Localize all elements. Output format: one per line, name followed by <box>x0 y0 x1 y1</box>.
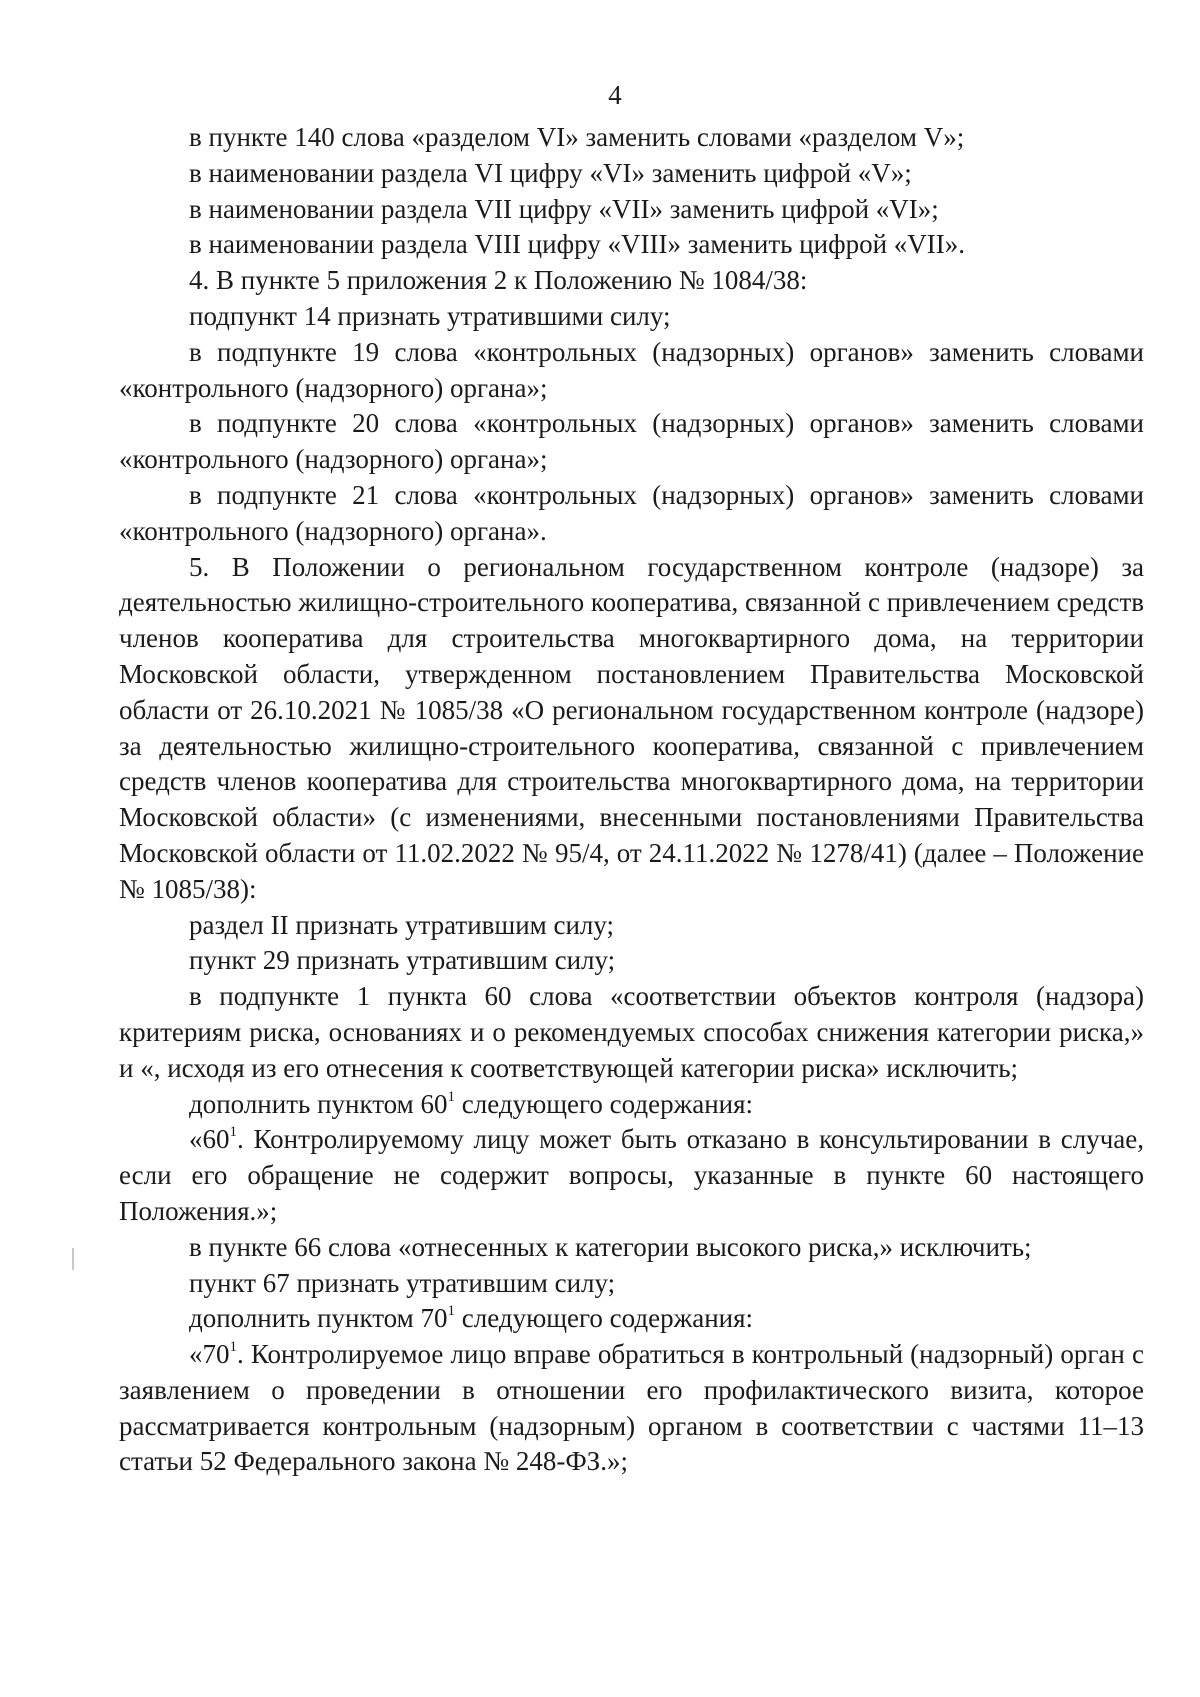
paragraph: пункт 67 признать утратившим силу; <box>189 1267 616 1298</box>
paragraph: подпункт 14 признать утратившими силу; <box>189 300 671 331</box>
paragraph: в подпункте 20 слова «контрольных (надзорных) органов» заменить словами «контрольного (надзорного) органа»; <box>119 408 1144 475</box>
paragraph-text: «60 <box>189 1124 230 1155</box>
scan-mark <box>72 1248 74 1270</box>
paragraph: в наименовании раздела VIII цифру «VIII» заменить цифрой «VII». <box>189 229 965 260</box>
paragraph: в подпункте 1 пункта 60 слова «соответствии объектов контроля (надзора) критериям риска, основаниях и о рекомендуемых способах снижения категории риска,» и «, исходя из его отнесения к соответствующей категории риска» исключить; <box>119 981 1144 1083</box>
paragraph-text: следующего содержания: <box>455 1088 754 1119</box>
paragraph: в пункте 140 слова «разделом VI» заменить словами «разделом V»; <box>189 122 965 152</box>
paragraph-text: . Контролируемому лицу может быть отказано в консультировании в случае, если его обращение не содержит вопросы, указанные в пункте 60 настоящего Положения.»; <box>119 1124 1144 1226</box>
paragraph: раздел II признать утратившим силу; <box>189 909 615 940</box>
document-body <box>119 120 1144 1480</box>
paragraph: в пункте 66 слова «отнесенных к категории высокого риска,» исключить; <box>189 1231 1032 1262</box>
paragraph <box>119 1122 1144 1229</box>
superscript: 1 <box>447 1088 455 1105</box>
paragraph: пункт 29 признать утратившим силу; <box>189 945 616 976</box>
paragraph-text: дополнить пунктом 70 <box>189 1303 448 1334</box>
paragraph <box>119 1301 1144 1337</box>
page-number: 4 <box>608 80 622 110</box>
superscript: 1 <box>447 1303 455 1320</box>
paragraph-text: следующего содержания: <box>455 1303 754 1334</box>
paragraph-text: дополнить пунктом 60 <box>189 1088 448 1119</box>
paragraph: 5. В Положении о региональном государственном контроле (надзоре) за деятельностью жилищно-строительного кооператива, связанной с привлечением средств членов кооператива для строительства многоквартирного дома, на территории Московской области, утвержденном постановлением Правительства Московской области от 26.10.2021 № 1085/38 «О региональном государственном контроле (надзоре) за деятельностью жилищно-строительного кооператива, связанной с привлечением средств членов кооператива для строительства многоквартирного дома, на территории Московской области» (с изменениями, внесенными постановлениями Правительства Московской области от 11.02.2022 № 95/4, от 24.11.2022 № 1278/41) (далее – Положение № 1085/38): <box>119 551 1144 904</box>
paragraph: в подпункте 19 слова «контрольных (надзорных) органов» заменить словами «контрольного (надзорного) органа»; <box>119 336 1144 403</box>
paragraph: в наименовании раздела VI цифру «VI» заменить цифрой «V»; <box>189 157 912 188</box>
paragraph: в наименовании раздела VII цифру «VII» заменить цифрой «VI»; <box>189 193 939 224</box>
paragraph: 4. В пункте 5 приложения 2 к Положению № 1084/38: <box>189 265 808 296</box>
superscript: 1 <box>229 1124 237 1141</box>
paragraph <box>119 1337 1144 1480</box>
paragraph-text: . Контролируемое лицо вправе обратиться в контрольный (надзорный) орган с заявлением о проведении в отношении его профилактического визита, которое рассматривается контрольным (надзорным) органом в соответствии с частями 11–13 статьи 52 Федерального закона № 248-ФЗ.»; <box>119 1339 1144 1477</box>
paragraph-text: «70 <box>189 1339 230 1370</box>
paragraph: в подпункте 21 слова «контрольных (надзорных) органов» заменить словами «контрольного (надзорного) органа». <box>119 479 1144 546</box>
paragraph <box>119 1087 1144 1123</box>
superscript: 1 <box>229 1339 237 1356</box>
